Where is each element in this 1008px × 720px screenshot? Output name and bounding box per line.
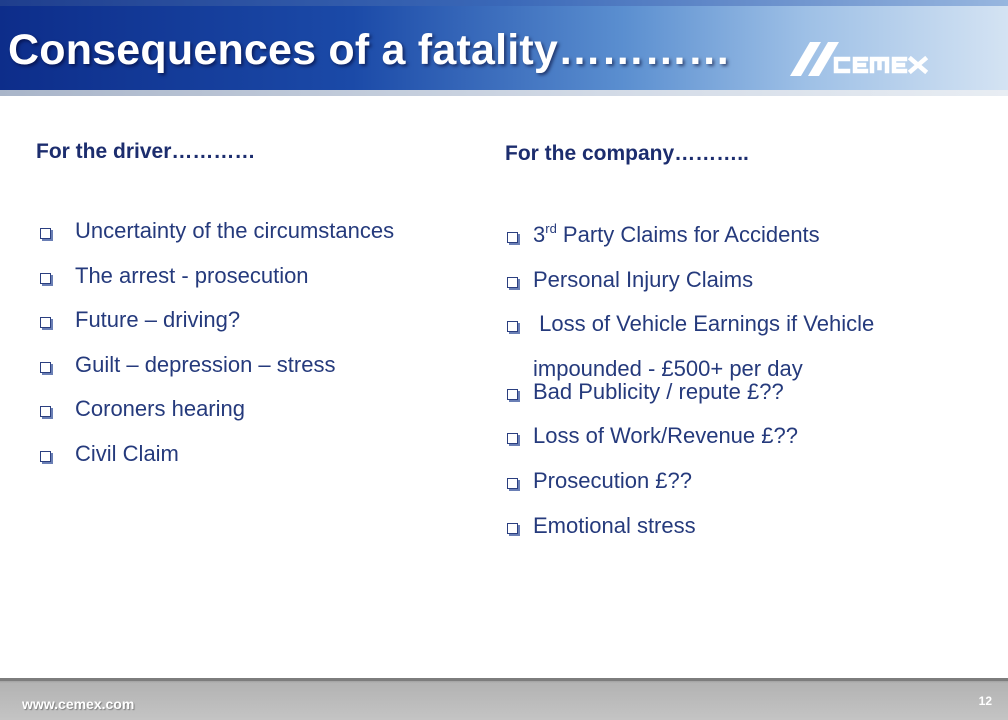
list-item-text: Future – driving? xyxy=(75,307,241,333)
ordinal-suffix: rd xyxy=(545,221,557,236)
list-item xyxy=(505,379,975,424)
header-top-stripe xyxy=(0,0,1008,6)
slide-title: Consequences of a fatality………… xyxy=(8,26,731,74)
footer-url: www.cemex.com xyxy=(22,696,135,712)
company-list xyxy=(505,222,975,558)
hollow-square-bullet-icon xyxy=(40,228,51,239)
slide-header xyxy=(0,0,1008,96)
list-item-text: Guilt – depression – stress xyxy=(75,351,336,377)
hollow-square-bullet-icon xyxy=(507,389,518,400)
footer-divider xyxy=(0,678,1008,681)
hollow-square-bullet-icon xyxy=(507,321,518,332)
list-item-text: Bad Publicity / repute £?? xyxy=(533,378,784,404)
hollow-square-bullet-icon xyxy=(507,433,518,444)
list-item-text: The arrest - prosecution xyxy=(75,262,309,288)
list-item-text: Prosecution £?? xyxy=(533,468,692,494)
list-item xyxy=(36,263,476,308)
hollow-square-bullet-icon xyxy=(507,232,518,243)
list-item xyxy=(505,468,975,513)
list-item xyxy=(36,218,476,263)
list-item xyxy=(36,441,476,486)
driver-column xyxy=(36,140,476,486)
list-item xyxy=(505,423,975,468)
list-item xyxy=(36,307,476,352)
list-item-text: Emotional stress xyxy=(533,512,696,538)
hollow-square-bullet-icon xyxy=(40,317,51,328)
list-item xyxy=(36,352,476,397)
list-item-text: Personal Injury Claims xyxy=(533,266,754,292)
company-heading: For the company……….. xyxy=(505,142,749,165)
cemex-logo-icon xyxy=(776,40,936,80)
hollow-square-bullet-icon xyxy=(507,478,518,489)
list-item-text: Party Claims for Accidents xyxy=(556,222,820,247)
hollow-square-bullet-icon xyxy=(40,451,51,462)
driver-list xyxy=(36,218,476,486)
list-item xyxy=(505,513,975,558)
ordinal-number: 3 xyxy=(533,222,546,247)
hollow-square-bullet-icon xyxy=(507,523,518,534)
hollow-square-bullet-icon xyxy=(40,406,51,417)
hollow-square-bullet-icon xyxy=(507,277,518,288)
list-item-text: Civil Claim xyxy=(75,440,179,466)
slide-footer xyxy=(0,678,1008,720)
company-column xyxy=(505,142,975,558)
list-item xyxy=(505,222,975,267)
hollow-square-bullet-icon xyxy=(40,362,51,373)
list-item-text: Loss of Work/Revenue £?? xyxy=(533,423,798,449)
list-item xyxy=(505,301,975,391)
header-bottom-stripe xyxy=(0,90,1008,96)
hollow-square-bullet-icon xyxy=(40,273,51,284)
list-item-text: Loss of Vehicle Earnings if Vehicle impounded - £500+ per day xyxy=(533,310,881,381)
list-item-text: Coroners hearing xyxy=(75,396,245,422)
list-item-text: Uncertainty of the circumstances xyxy=(75,218,395,243)
list-item xyxy=(36,396,476,441)
page-number: 12 xyxy=(978,694,992,708)
driver-heading: For the driver………… xyxy=(36,140,256,163)
